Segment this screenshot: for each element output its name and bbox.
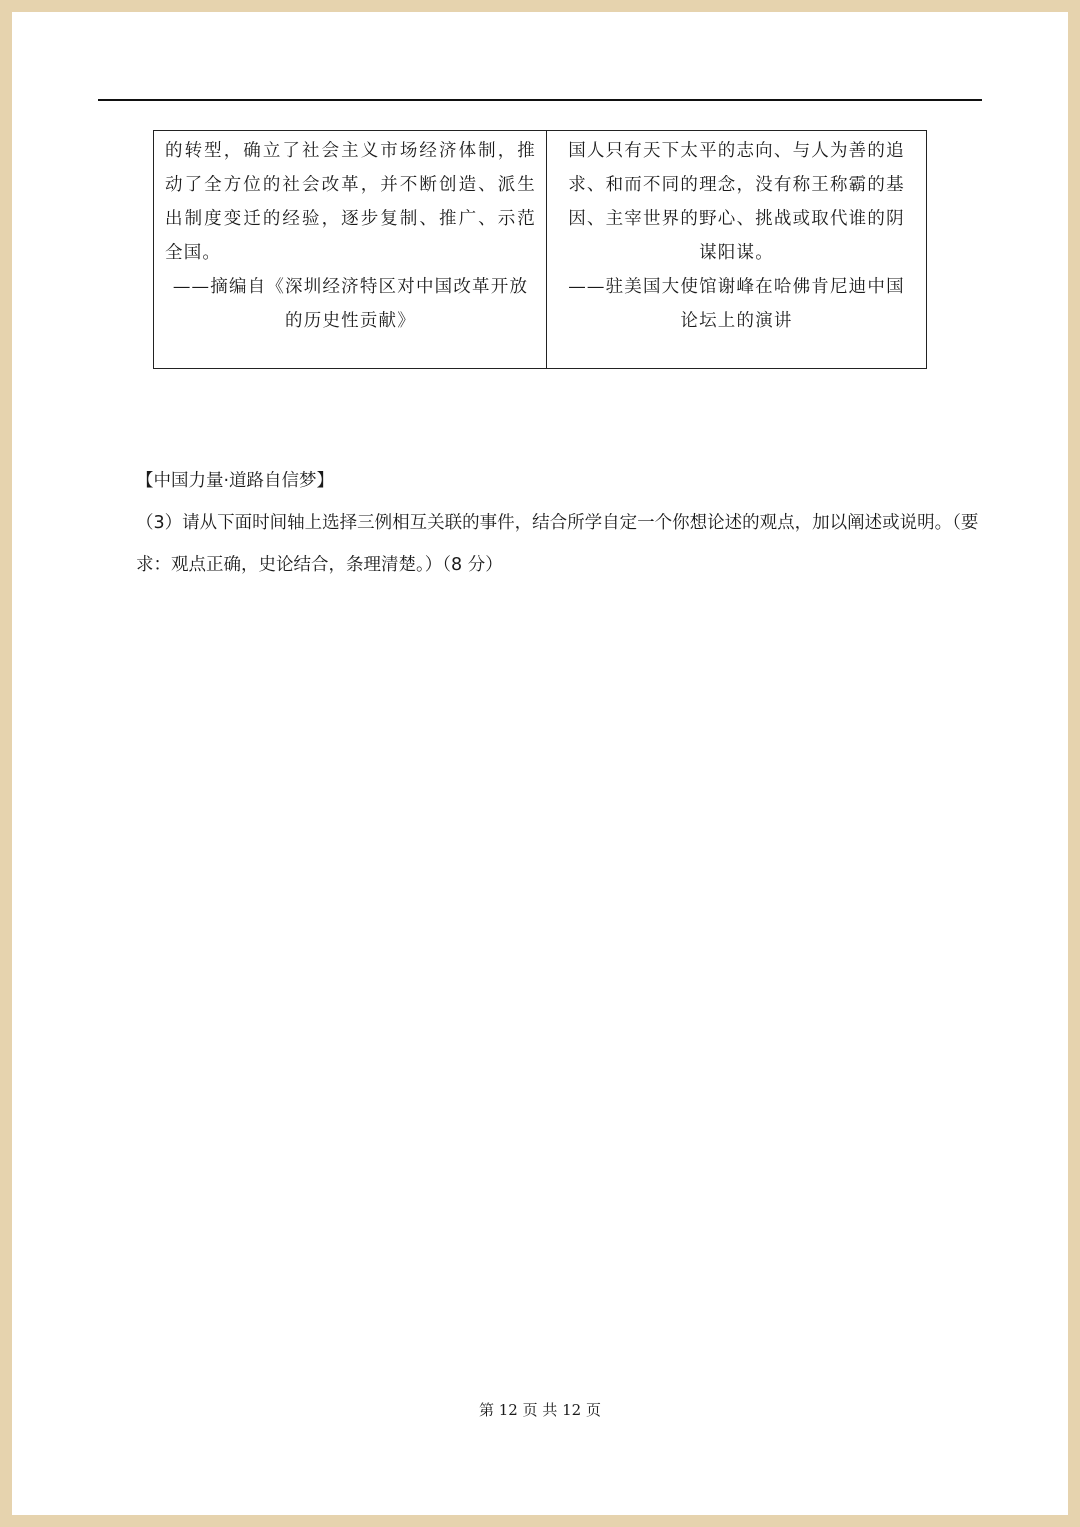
material-right-text: 国人只有天下太平的志向、与人为善的追求、和而不同的理念，没有称王称霸的基因、主宰世界的野心、挑战或取代谁的阴谋阳谋。 [568,141,905,263]
material-cell-left [154,131,547,368]
question-section [136,460,996,586]
material-left-source: ——摘编自《深圳经济特区对中国改革开放的历史性贡献》 [172,277,529,331]
material-cell-right [547,131,926,368]
page-number: 第 12 页 共 12 页 [478,1401,601,1419]
material-right-source: ——驻美国大使馆谢峰在哈佛肯尼迪中国论坛上的演讲 [568,277,905,331]
section-heading: 【中国力量·道路自信梦】 [136,471,335,491]
material-table [153,130,927,369]
material-left-text: 的转型，确立了社会主义市场经济体制，推动了全方位的社会改革，并不断创造、派生出制度变迁的经验，逐步复制、推广、示范全国。 [165,141,536,263]
question-text: （3）请从下面时间轴上选择三例相互关联的事件，结合所学自定一个你想论述的观点，加以阐述或说明。（要求：观点正确，史论结合，条理清楚。）（8 分） [136,513,979,575]
exam-page [12,12,1068,1515]
header-rule [98,99,982,101]
